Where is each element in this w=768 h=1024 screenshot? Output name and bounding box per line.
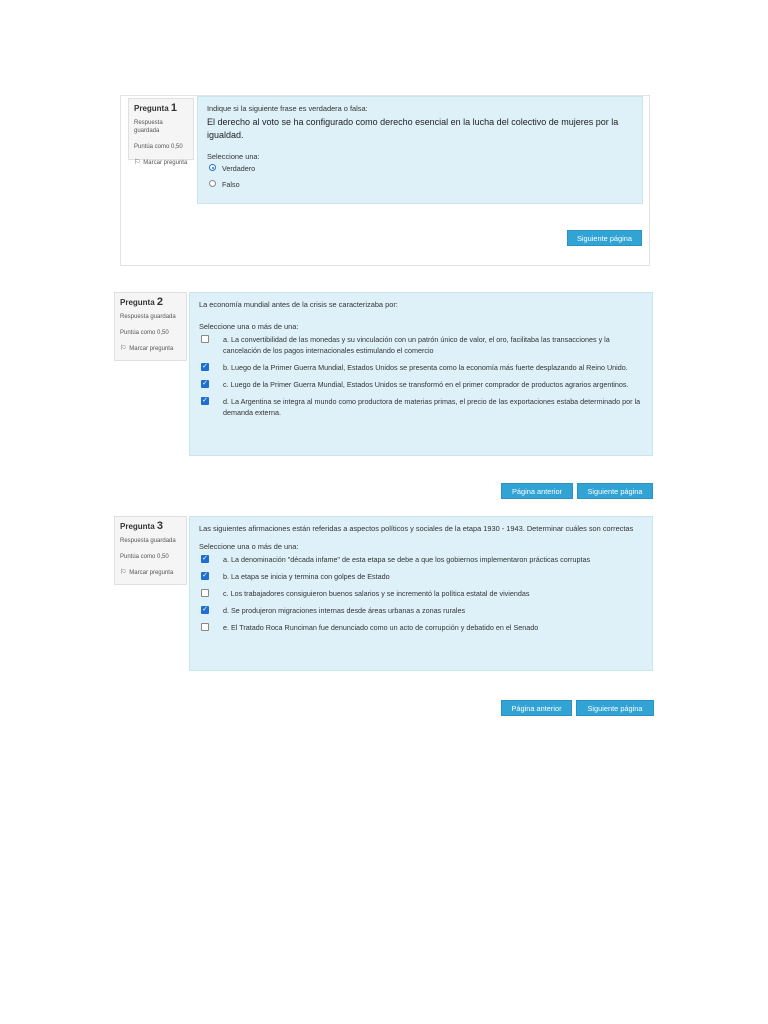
question-2-info [114,292,187,361]
option-d[interactable] [199,396,643,418]
question-3-info [114,516,187,585]
question-prompt: Las siguientes afirmaciones están referidas a aspectos políticos y sociales de la etapa 1930 - 1943. Determinar cuáles son correctas [199,524,634,533]
checkbox-d[interactable]: ✓ [202,606,208,613]
checkbox-e[interactable] [201,623,209,631]
flag-question-link[interactable] [120,345,181,353]
flag-label: Marcar pregunta [129,570,174,576]
flag-label: Marcar pregunta [143,160,188,166]
question-grade: Puntúa como 0,50 [120,330,169,336]
next-page-button[interactable]: Siguiente página [567,230,642,246]
previous-page-button[interactable]: Página anterior [501,483,573,499]
question-prompt: Indique si la siguiente frase es verdadera o falsa: [207,104,368,113]
checkbox-d[interactable]: ✓ [202,397,208,404]
option-a[interactable] [199,554,643,565]
option-c[interactable] [199,588,643,599]
checkbox-b[interactable]: ✓ [202,363,208,370]
radio-verdadero[interactable] [209,164,216,171]
select-label: Seleccione una: [207,152,260,161]
option-a[interactable] [199,334,643,356]
flag-icon: ⚐ [134,159,141,166]
option-label: Falso [222,180,240,189]
option-c[interactable] [199,379,643,390]
option-label: b. Luego de la Primer Guerra Mundial, Estados Unidos se presenta como la economía más fuerte desplazando al Reino Unido. [223,363,628,372]
option-falso[interactable] [207,179,633,190]
option-d[interactable] [199,605,643,616]
option-label: d. Se produjeron migraciones internas desde áreas urbanas a zonas rurales [223,606,466,615]
question-state: Respuesta guardada [120,538,176,544]
option-label: b. La etapa se inicia y termina con golpes de Estado [223,572,390,581]
checkbox-a[interactable] [201,335,209,343]
flag-question-link[interactable] [120,569,181,577]
checkbox-c[interactable]: ✓ [202,380,208,387]
question-number [134,103,188,114]
radio-falso[interactable] [209,180,216,187]
flag-icon: ⚐ [120,345,127,352]
flag-icon: ⚐ [120,569,127,576]
question-state: Respuesta guardada [134,120,163,134]
option-label: c. Los trabajadores consiguieron buenos salarios y se incrementó la política estatal de viviendas [223,589,530,598]
option-label: a. La convertibilidad de las monedas y su vinculación con un patrón único de valor, el oro, facilitaba las transacciones y la cancelación de los pagos internacionales estimulando el comercio [223,335,610,355]
option-label: c. Luego de la Primer Guerra Mundial, Estados Unidos se transformó en el primer comprador de productos agrarios argentinos. [223,380,629,389]
question-number [120,521,181,532]
question-prompt: La economía mundial antes de la crisis se caracterizaba por: [199,300,398,309]
question-label: Pregunta [120,298,155,307]
option-b[interactable] [199,571,643,582]
question-2-content [189,292,653,456]
question-1-card [120,95,650,266]
option-verdadero[interactable] [207,163,633,174]
question-number-value: 2 [156,296,164,308]
option-label: d. La Argentina se integra al mundo como productora de materias primas, el precio de las exportaciones estaba determinado por la demanda externa. [223,397,641,417]
flag-question-link[interactable] [134,159,188,167]
question-1-info [128,98,194,166]
question-grade: Puntúa como 0,50 [134,144,183,150]
question-number [120,297,181,308]
question-grade: Puntúa como 0,50 [120,554,169,560]
question-state: Respuesta guardada [120,314,176,320]
option-b[interactable] [199,362,643,373]
question-label: Pregunta [120,522,155,531]
question-number-value: 1 [170,102,178,114]
next-page-button[interactable]: Siguiente página [577,483,653,499]
question-3-content [189,516,653,671]
previous-page-button[interactable]: Página anterior [501,700,572,716]
option-e[interactable] [199,622,643,633]
checkbox-c[interactable] [201,589,209,597]
flag-label: Marcar pregunta [129,346,174,352]
question-1-content [197,96,643,204]
option-label: e. El Tratado Roca Runciman fue denunciado como un acto de corrupción y debatido en el Senado [223,623,539,632]
select-label: Seleccione una o más de una: [199,322,299,331]
next-page-button[interactable]: Siguiente página [576,700,654,716]
question-statement: El derecho al voto se ha configurado como derecho esencial en la lucha del colectivo de mujeres por la igualdad. [207,117,619,140]
checkbox-a[interactable]: ✓ [202,555,208,562]
question-label: Pregunta [134,104,169,113]
select-label: Seleccione una o más de una: [199,542,299,551]
option-label: a. La denominación "década infame" de esta etapa se debe a que los gobiernos implementaron prácticas corruptas [223,555,591,564]
checkbox-b[interactable]: ✓ [202,572,208,579]
question-number-value: 3 [156,520,164,532]
option-label: Verdadero [222,164,256,173]
